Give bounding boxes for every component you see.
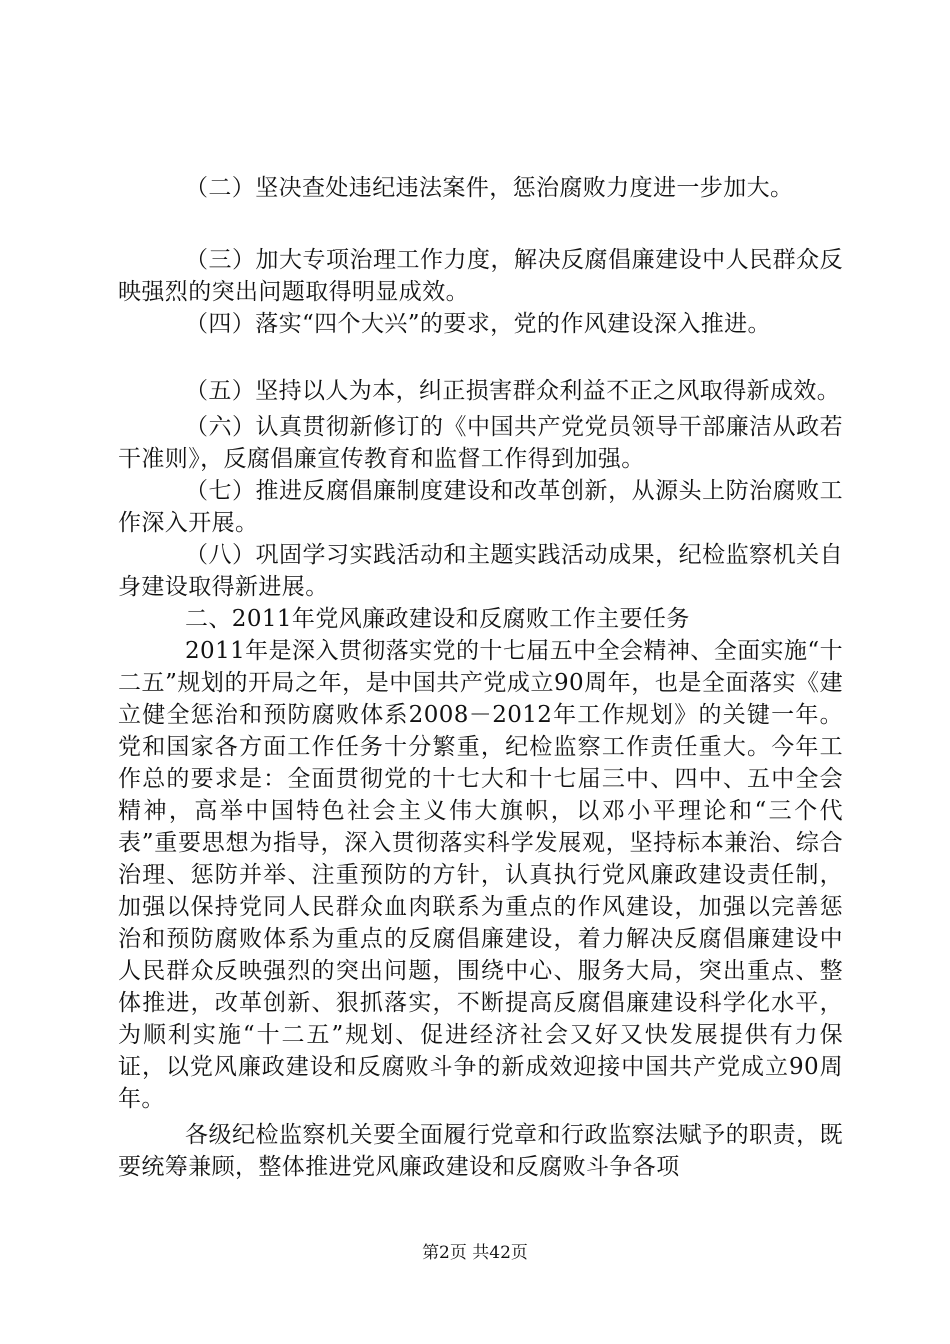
- section-heading: 二、2011年党风廉政建设和反腐败工作主要任务: [185, 606, 690, 632]
- paragraph-main-task: 2011年是深入贯彻落实党的十七届五中全会精神、全面实施“十二五”规划的开局之年，是中国共产党成立90周年，也是全面落实《建立健全惩治和预防腐败体系2008－2012年工作规划》的关键一年。党和国家各方面工作任务十分繁重，纪检监察工作责任重大。今年工作总的要求是：全面贯彻党的十七大和十七届三中、四中、五中全会精神，高举中国特色社会主义伟大旗帜，以邓小平理论和“三个代表”重要思想为指导，深入贯彻落实科学发展观，坚持标本兼治、综合治理、惩防并举、注重预防的方针，认真执行党风廉政建设责任制，加强以保持党同人民群众血肉联系为重点的作风建设，加强以完善惩治和预防腐败体系为重点的反腐倡廉建设，着力解决反腐倡廉建设中人民群众反映强烈的突出问题，围绕中心、服务大局，突出重点、整体推进，改革创新、狠抓落实，不断提高反腐倡廉建设科学化水平，为顺利实施“十二五”规划、促进经济社会又好又快发展提供有力保证，以党风廉政建设和反腐败斗争的新成效迎接中国共产党成立90周年。: [118, 638, 843, 1112]
- paragraph-4: （四）落实“四个大兴”的要求，党的作风建设深入推进。: [185, 311, 771, 337]
- page-number-footer: 第2页 共42页: [422, 1243, 528, 1263]
- paragraph-2: （二）坚决查处违纪违法案件，惩治腐败力度进一步加大。: [185, 175, 794, 201]
- paragraph-5: （五）坚持以人为本，纠正损害群众利益不正之风取得新成效。: [185, 378, 841, 404]
- paragraph-7: （七）推进反腐倡廉制度建设和改革创新，从源头上防治腐败工作深入开展。: [118, 478, 843, 536]
- document-body: [118, 172, 843, 1183]
- paragraph-8: （八）巩固学习实践活动和主题实践活动成果，纪检监察机关自身建设取得新进展。: [118, 542, 843, 600]
- paragraph-3: （三）加大专项治理工作力度，解决反腐倡廉建设中人民群众反映强烈的突出问题取得明显成效。: [118, 247, 843, 305]
- paragraph-6: （六）认真贯彻新修订的《中国共产党党员领导干部廉洁从政若干准则》，反腐倡廉宣传教育和监督工作得到加强。: [118, 414, 843, 472]
- paragraph-duties: 各级纪检监察机关要全面履行党章和行政监察法赋予的职责，既要统筹兼顾，整体推进党风廉政建设和反腐败斗争各项: [118, 1122, 843, 1180]
